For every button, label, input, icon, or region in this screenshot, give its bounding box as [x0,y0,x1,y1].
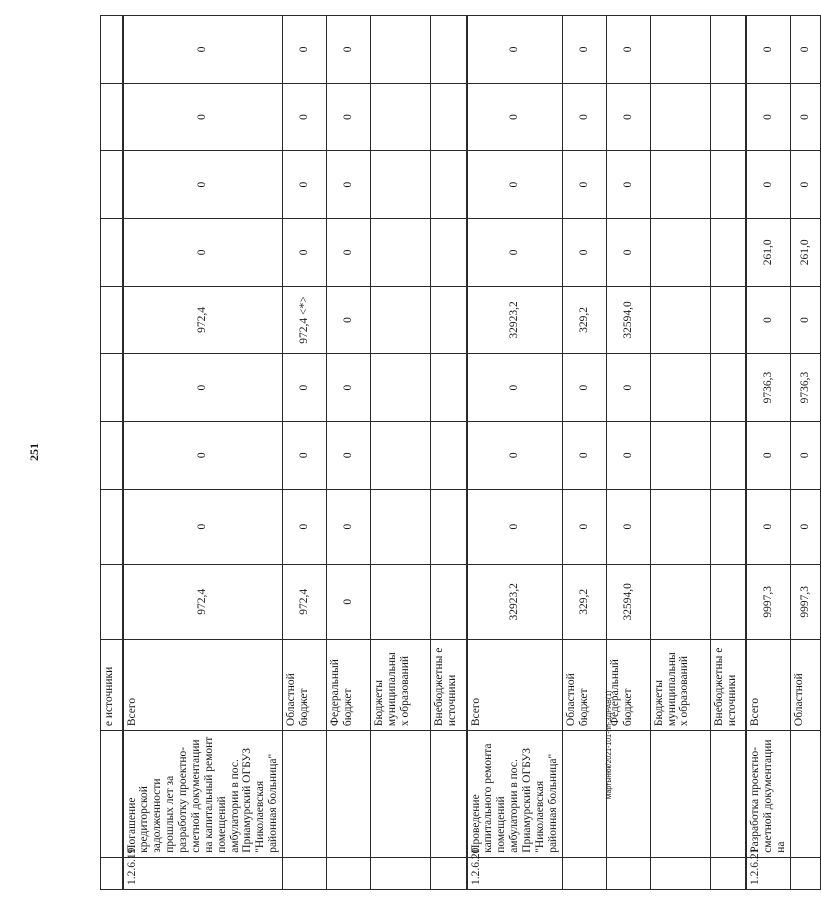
value-cell: 0 [283,489,327,564]
value-cell: 0 [283,354,327,422]
value-cell: 0 [562,16,606,84]
name-cell: Разработка проектно-сметной документации на [746,731,790,858]
table-row [431,16,467,890]
value-cell [431,83,467,151]
code-cell [562,857,606,889]
value-cell: 0 [746,286,790,354]
value-cell: 261,0 [746,218,790,286]
value-cell: 9736,3 [746,354,790,422]
name-cell [101,731,123,858]
value-cell [101,489,123,564]
name-cell [650,731,710,858]
source-cell: Федеральный бюджет [327,639,371,730]
budget-table-body [101,16,821,890]
name-cell [371,731,431,858]
value-cell [101,151,123,219]
value-cell [710,218,746,286]
value-cell: 0 [327,489,371,564]
value-cell [650,489,710,564]
value-cell [710,354,746,422]
value-cell: 0 [327,286,371,354]
footer-reference: Мартынюк/2021-101-пп-ЗДРАВ(1) [606,690,613,800]
value-cell [650,151,710,219]
code-cell [101,857,123,889]
value-cell: 0 [467,83,563,151]
value-cell: 972,4 <*> [283,286,327,354]
value-cell: 261,0 [790,218,820,286]
name-cell: Проведение капитального ремонта помещений амбулатории в пос. Приамурский ОГБУЗ "Николаевская районная больница" [467,731,563,858]
value-cell [371,218,431,286]
value-cell: 0 [327,354,371,422]
value-cell [371,16,431,84]
value-cell: 0 [327,564,371,639]
value-cell [431,151,467,219]
value-cell: 0 [606,218,650,286]
value-cell [101,83,123,151]
value-cell [101,564,123,639]
value-cell [371,564,431,639]
value-cell [650,286,710,354]
value-cell: 0 [746,83,790,151]
budget-table [100,15,821,890]
value-cell [101,421,123,489]
value-cell [101,286,123,354]
value-cell: 0 [467,218,563,286]
value-cell: 0 [562,421,606,489]
table-row [746,16,790,890]
value-cell [431,16,467,84]
table-row [790,16,820,890]
value-cell: 9997,3 [746,564,790,639]
value-cell: 0 [562,489,606,564]
value-cell: 0 [123,354,283,422]
value-cell: 972,4 [123,564,283,639]
value-cell: 0 [283,83,327,151]
value-cell: 32923,2 [467,286,563,354]
value-cell: 0 [790,489,820,564]
source-cell: Внебюджетны е источники [431,639,467,730]
value-cell: 0 [467,151,563,219]
name-cell: Погашение кредиторской задолженности прошлых лет за разработку проектно-сметной документации на капитальный ремонт помещений амбулатории в пос. Приамурский ОГБУЗ "Николаевская районная больница" [123,731,283,858]
value-cell: 972,4 [283,564,327,639]
value-cell: 0 [327,151,371,219]
value-cell: 0 [606,16,650,84]
table-row [710,16,746,890]
name-cell [790,731,820,858]
code-cell [710,857,746,889]
value-cell [710,16,746,84]
value-cell [650,16,710,84]
value-cell [431,564,467,639]
value-cell [431,286,467,354]
value-cell [650,564,710,639]
value-cell: 0 [606,354,650,422]
value-cell: 0 [790,421,820,489]
value-cell: 0 [327,421,371,489]
value-cell [431,354,467,422]
value-cell: 32923,2 [467,564,563,639]
code-cell [431,857,467,889]
table-row [467,16,563,890]
value-cell [710,151,746,219]
value-cell: 0 [606,151,650,219]
value-cell [371,354,431,422]
value-cell: 0 [283,151,327,219]
source-cell: Областной бюджет [562,639,606,730]
value-cell: 0 [562,218,606,286]
table-row [562,16,606,890]
value-cell: 0 [123,83,283,151]
value-cell [710,489,746,564]
value-cell [371,489,431,564]
table-row [371,16,431,890]
name-cell [327,731,371,858]
value-cell: 0 [283,16,327,84]
name-cell [562,731,606,858]
code-cell: 1.2.6.20 [467,857,563,889]
value-cell: 32594,0 [606,564,650,639]
code-cell [790,857,820,889]
value-cell [101,354,123,422]
value-cell: 0 [123,16,283,84]
table-row [283,16,327,890]
value-cell: 0 [746,151,790,219]
value-cell: 0 [467,16,563,84]
value-cell [431,421,467,489]
source-cell: Федеральный бюджет [606,639,650,730]
value-cell [650,218,710,286]
value-cell: 0 [467,489,563,564]
value-cell [710,286,746,354]
source-cell: Всего [746,639,790,730]
code-cell [283,857,327,889]
source-cell: Всего [123,639,283,730]
value-cell: 0 [746,421,790,489]
name-cell [283,731,327,858]
value-cell: 0 [746,489,790,564]
code-cell [371,857,431,889]
value-cell: 0 [467,421,563,489]
value-cell: 0 [746,16,790,84]
code-cell [650,857,710,889]
value-cell [710,564,746,639]
value-cell [371,83,431,151]
value-cell: 0 [123,151,283,219]
value-cell: 329,2 [562,564,606,639]
source-cell: Бюджеты муниципальны х образований [650,639,710,730]
page-number: 251 [27,443,41,461]
code-cell: 1.2.6.21 [746,857,790,889]
name-cell [431,731,467,858]
value-cell [101,16,123,84]
value-cell [371,151,431,219]
value-cell: 0 [327,218,371,286]
value-cell [431,489,467,564]
value-cell: 0 [283,421,327,489]
value-cell [371,421,431,489]
code-cell [327,857,371,889]
value-cell [650,83,710,151]
value-cell [101,218,123,286]
source-cell: Областной [790,639,820,730]
value-cell [650,354,710,422]
value-cell: 32594,0 [606,286,650,354]
table-row [123,16,283,890]
source-cell: Всего [467,639,563,730]
value-cell: 0 [562,354,606,422]
code-cell: 1.2.6.19 [123,857,283,889]
value-cell: 0 [467,354,563,422]
value-cell: 9736,3 [790,354,820,422]
value-cell: 0 [790,286,820,354]
value-cell: 0 [606,489,650,564]
value-cell: 0 [790,151,820,219]
table-row [327,16,371,890]
source-cell: Областной бюджет [283,639,327,730]
value-cell [371,286,431,354]
value-cell [710,421,746,489]
value-cell: 0 [562,151,606,219]
value-cell: 0 [606,421,650,489]
value-cell: 972,4 [123,286,283,354]
value-cell [431,218,467,286]
value-cell: 0 [327,83,371,151]
value-cell: 0 [123,489,283,564]
value-cell: 0 [606,83,650,151]
table-row [650,16,710,890]
value-cell: 0 [123,218,283,286]
value-cell: 0 [123,421,283,489]
name-cell [710,731,746,858]
source-cell: е источники [101,639,123,730]
value-cell: 0 [790,83,820,151]
value-cell [650,421,710,489]
value-cell: 0 [327,16,371,84]
value-cell [710,83,746,151]
source-cell: Бюджеты муниципальны х образований [371,639,431,730]
source-cell: Внебюджетны е источники [710,639,746,730]
value-cell: 0 [562,83,606,151]
value-cell: 9997,3 [790,564,820,639]
table-row [101,16,123,890]
value-cell: 0 [283,218,327,286]
value-cell: 0 [790,16,820,84]
value-cell: 329,2 [562,286,606,354]
